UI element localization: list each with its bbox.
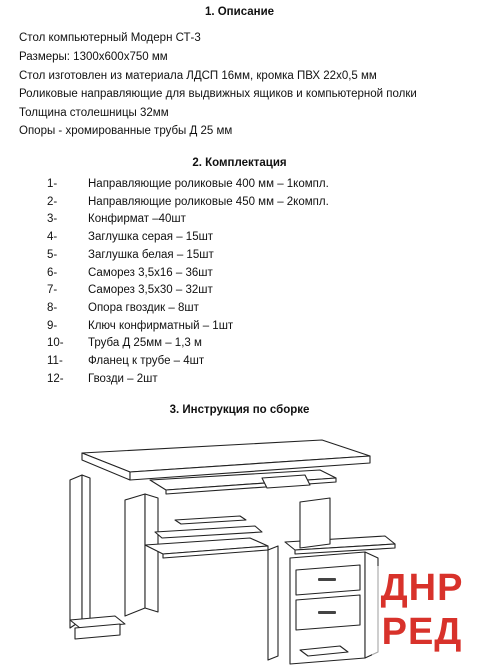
item-number: 11- — [47, 355, 63, 367]
item-number: 8- — [47, 302, 58, 314]
small-panel — [262, 475, 310, 488]
middle-side-panel — [268, 546, 278, 660]
watermark-line1: ДНР — [380, 567, 464, 609]
item-text: Саморез 3,5х30 – 32шт — [88, 284, 213, 296]
item-number: 7- — [47, 284, 58, 296]
item-text: Конфирмат –40шт — [88, 213, 186, 225]
item-text: Саморез 3,5х16 – 36шт — [88, 267, 213, 279]
drawer-handle — [318, 611, 336, 614]
item-text: Труба Д 25мм – 1,3 м — [88, 337, 202, 349]
item-text: Заглушка белая – 15шт — [88, 249, 214, 261]
item-number: 12- — [47, 373, 64, 385]
description-line: Опоры - хромированные трубы Д 25 мм — [19, 125, 233, 137]
description-line: Стол изготовлен из материала ЛДСП 16мм, кромка ПВХ 22х0,5 мм — [19, 70, 377, 82]
watermark-logo — [372, 566, 472, 662]
item-text: Направляющие роликовые 400 мм – 1компл. — [88, 178, 329, 190]
heading-assembly: 3. Инструкция по сборке — [169, 404, 310, 416]
item-number: 5- — [47, 249, 58, 261]
description-line: Размеры: 1300х600х750 мм — [19, 51, 168, 63]
heading-contents: 2. Комплектация — [192, 157, 287, 169]
item-number: 9- — [47, 320, 58, 332]
heading-description: 1. Описание — [204, 6, 275, 18]
item-number: 1- — [47, 178, 58, 190]
description-line: Роликовые направляющие для выдвижных ящиков и компьютерной полки — [19, 88, 417, 100]
back-panel — [125, 494, 145, 616]
watermark-line2: РЕД — [381, 611, 463, 653]
keyboard-shelf — [175, 516, 246, 524]
description-line: Толщина столешницы 32мм — [19, 107, 169, 119]
item-number: 2- — [47, 196, 58, 208]
item-number: 4- — [47, 231, 58, 243]
item-text: Опора гвоздик – 8шт — [88, 302, 199, 314]
drawer-handle — [318, 578, 336, 581]
description-line: Стол компьютерный Модерн СТ-3 — [19, 32, 201, 44]
shelf — [155, 526, 262, 538]
item-text: Гвозди – 2шт — [88, 373, 158, 385]
item-text: Направляющие роликовые 450 мм – 2компл. — [88, 196, 329, 208]
item-text: Заглушка серая – 15шт — [88, 231, 214, 243]
right-upper-panel — [300, 498, 330, 548]
item-text: Фланец к трубе – 4шт — [88, 355, 205, 367]
item-number: 3- — [47, 213, 58, 225]
item-number: 10- — [47, 337, 64, 349]
left-side-panel — [70, 475, 82, 628]
item-text: Ключ конфирматный – 1шт — [88, 320, 234, 332]
item-number: 6- — [47, 267, 58, 279]
